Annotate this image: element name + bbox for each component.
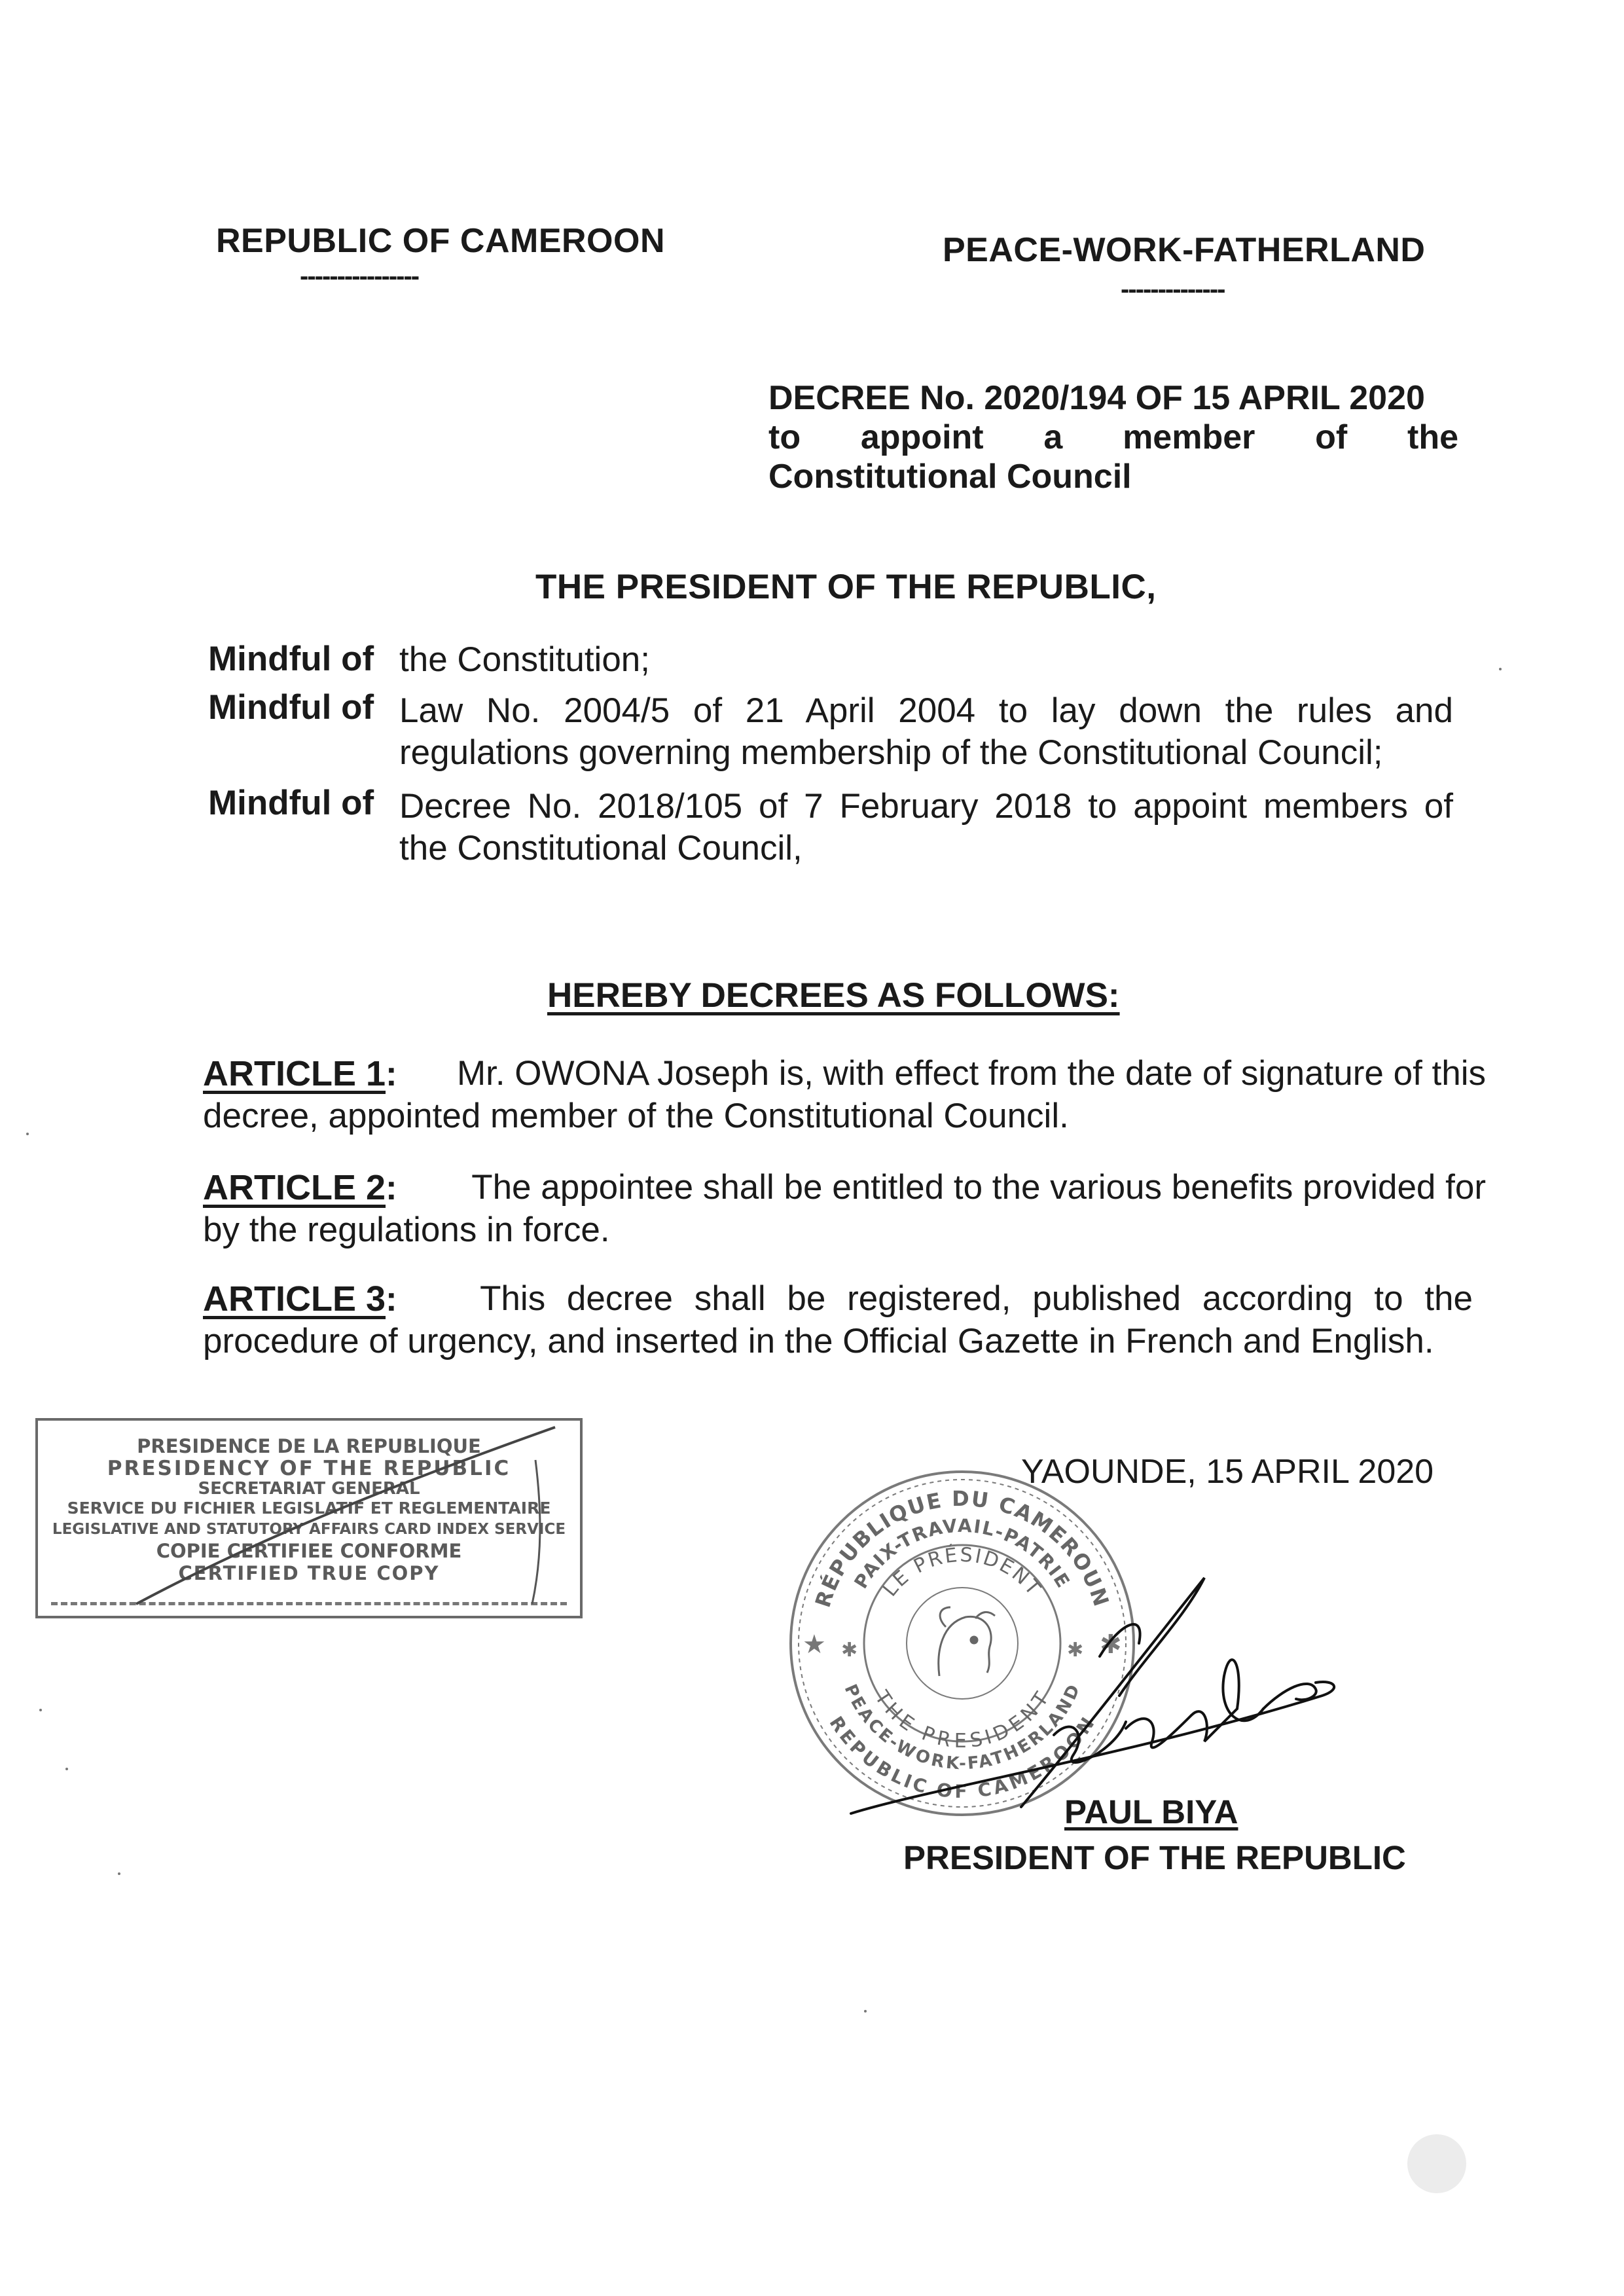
seal-text-inner-bottom: PEACE-WORK-FATHERLAND [840, 1681, 1085, 1774]
place-date: YAOUNDE, 15 APRIL 2020 [1021, 1453, 1434, 1491]
mindful-text-line: Decree No. 2018/105 of 7 February 2018 to appoint members of [399, 787, 1453, 826]
stamp-line: COPIE CERTIFIEE CONFORME [156, 1540, 462, 1562]
article-label: ARTICLE 1 [203, 1054, 386, 1093]
decree-word: member [1123, 418, 1255, 456]
stamp-line: SERVICE DU FICHIER LEGISLATIF ET REGLEMENTAIRE [67, 1499, 551, 1518]
certified-copy-stamp [35, 1418, 583, 1618]
mindful-text [399, 690, 1453, 774]
seal-text-center-top: LE PRÉSIDENT [878, 1543, 1046, 1601]
mindful-text-line: Law No. 2004/5 of 21 April 2004 to lay down the rules and [399, 691, 1453, 730]
scan-smudge [1407, 2134, 1466, 2193]
scan-speck [864, 2010, 867, 2013]
article-text: Mr. OWONA Joseph is, with effect from the date of signature of this [456, 1054, 1486, 1093]
seal-text-center-bottom: THE PRESIDENT [870, 1686, 1055, 1753]
article-text: procedure of urgency, and inserted in the Official Gazette in French and English. [203, 1322, 1434, 1360]
article-text: The appointee shall be entitled to the various benefits provided for [471, 1168, 1486, 1207]
seal-text-outer-bottom: REPUBLIC OF CAMEROON [825, 1712, 1100, 1803]
article-3 [203, 1278, 1473, 1362]
article-1 [203, 1053, 1486, 1137]
scan-speck [118, 1872, 120, 1875]
decree-word: a [1043, 418, 1063, 456]
scan-speck [26, 1133, 29, 1135]
article-label: ARTICLE 2 [203, 1168, 386, 1207]
article-line: ARTICLE 3: This decree shall be registered, published according to the [203, 1278, 1473, 1321]
article-2 [203, 1167, 1486, 1251]
decree-title-line3: Constitutional Council [768, 458, 1132, 496]
decrees-heading: HEREBY DECREES AS FOLLOWS: [547, 976, 1120, 1015]
preamble-title: THE PRESIDENT OF THE REPUBLIC, [535, 568, 1157, 606]
seal-text-outer-top: RÉPUBLIQUE DU CAMEROUN [810, 1485, 1115, 1611]
stamp-line: CERTIFIED TRUE COPY [178, 1562, 440, 1584]
header-right: PEACE-WORK-FATHERLAND [943, 231, 1426, 269]
decree-title-line1: DECREE No. 2020/194 OF 15 APRIL 2020 [768, 379, 1425, 417]
article-label: ARTICLE 3 [203, 1279, 386, 1319]
seal-star-icon: ★ [803, 1630, 826, 1660]
seal-star-icon: ✱ [841, 1639, 858, 1662]
stamp-line: PRESIDENCE DE LA REPUBLIQUE [137, 1435, 481, 1457]
seal-star-icon: ✱ [1100, 1630, 1122, 1660]
scan-speck [39, 1709, 42, 1711]
stamp-line: SECRETARIAT GENERAL [198, 1479, 420, 1499]
seal-text-inner-top: PAIX-TRAVAIL-PATRIE [850, 1514, 1075, 1593]
header-left-divider: ---------------- [300, 262, 419, 291]
article-line: ARTICLE 1: Mr. OWONA Joseph is, with effect from the date of signature of this [203, 1053, 1486, 1095]
stamp-line: LEGISLATIVE AND STATUTORY AFFAIRS CARD INDEX SERVICE [52, 1521, 566, 1538]
header-right-divider: -------------- [1121, 275, 1225, 304]
mindful-text-line: the Constitutional Council, [399, 829, 803, 867]
seal-star-icon: ✱ [1067, 1639, 1084, 1662]
header-left: REPUBLIC OF CAMEROON [216, 222, 665, 260]
signatory-title: PRESIDENT OF THE REPUBLIC [903, 1839, 1406, 1876]
signatory-name: PAUL BIYA [1064, 1793, 1238, 1831]
article-text: This decree shall be registered, published according to the [480, 1279, 1473, 1318]
article-text: decree, appointed member of the Constitutional Council. [203, 1097, 1069, 1135]
stamp-line: PRESIDENCY OF THE REPUBLIC [107, 1457, 511, 1480]
scan-speck [1499, 668, 1502, 670]
mindful-label: Mindful of [208, 640, 374, 678]
decree-title [768, 378, 1458, 496]
article-line: ARTICLE 2: The appointee shall be entitled to the various benefits provided for [203, 1167, 1486, 1209]
decree-word: to [768, 418, 801, 456]
decree-word: appoint [860, 418, 984, 456]
stamp-signature-mark [38, 1421, 585, 1621]
mindful-text: the Constitution; [399, 640, 651, 679]
decree-word: the [1407, 418, 1458, 456]
mindful-label: Mindful of [208, 784, 374, 822]
article-text: by the regulations in force. [203, 1211, 610, 1249]
scan-speck [65, 1768, 68, 1770]
mindful-text-line: regulations governing membership of the Constitutional Council; [399, 733, 1383, 772]
mindful-text [399, 786, 1453, 869]
decree-title-line2 [768, 418, 1458, 457]
mindful-label: Mindful of [208, 688, 374, 727]
decree-word: of [1315, 418, 1348, 456]
